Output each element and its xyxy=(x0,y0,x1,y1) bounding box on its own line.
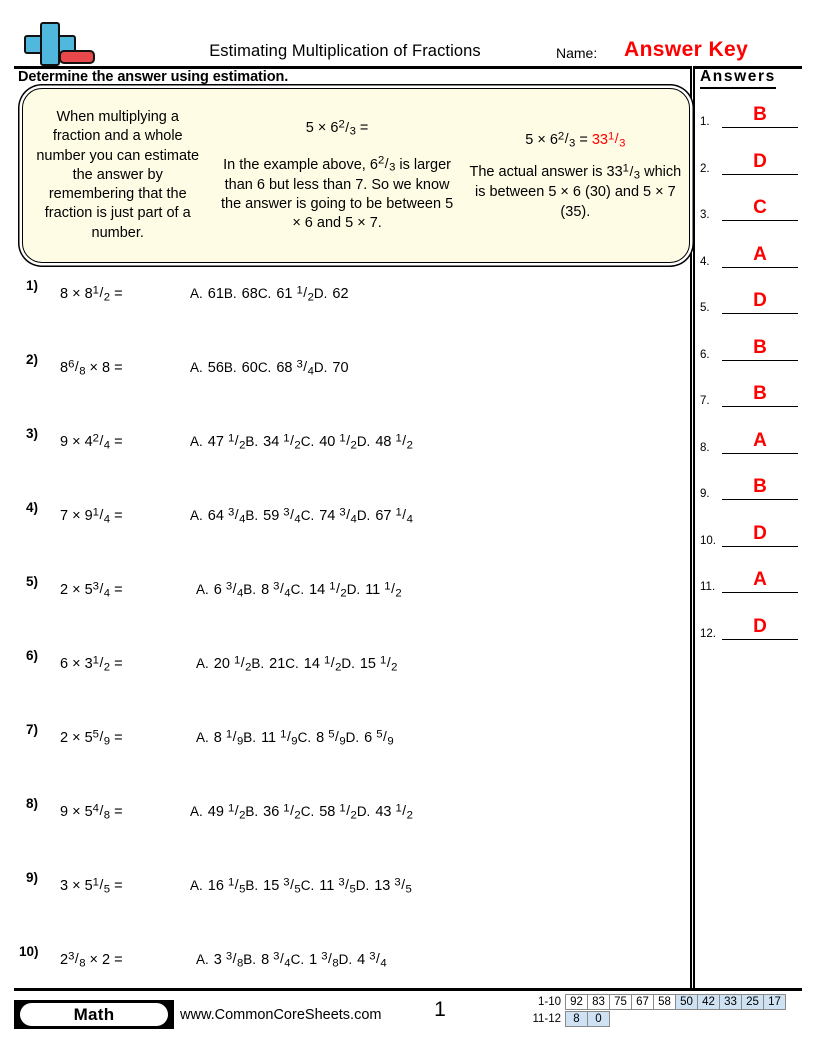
answer-row-value: A xyxy=(753,243,767,265)
explanation-col-2-body: In the example above, $6^2/3$ is larger than 6 but less than 7. So we know the answer is going to be between 5 × 6 and 5 × 7. xyxy=(220,154,454,232)
explanation-col-2-frac-den: 3 xyxy=(389,161,396,174)
answer-row-value: C xyxy=(753,197,767,218)
question-list xyxy=(0,276,690,1016)
choice-value[interactable]: 56 xyxy=(207,359,224,376)
choice-value[interactable]: 40 xyxy=(319,433,336,450)
choice-letter[interactable]: A. xyxy=(196,581,209,597)
answer-blank-line[interactable] xyxy=(722,267,798,268)
answers-title: Answers xyxy=(700,68,776,89)
answer-row xyxy=(700,150,798,175)
answer-row xyxy=(700,336,798,361)
choice-value[interactable]: 13 xyxy=(374,877,391,894)
question-problem: $8 \times 8^1/2$ = xyxy=(60,284,123,304)
problem-pre: 6 × 3 xyxy=(60,655,93,672)
answers-divider xyxy=(690,66,695,988)
choice-value[interactable]: 64 xyxy=(207,507,224,524)
explanation-col-3-body: The actual answer is $33^1/3$ which is between 5 × 6 (30) and 5 × 7 (35). xyxy=(469,162,682,220)
answer-row-number: 7. xyxy=(700,395,710,407)
choice-letter[interactable]: B. xyxy=(223,285,237,301)
choice-value[interactable]: 43 xyxy=(375,803,392,820)
score-row xyxy=(530,1011,786,1027)
choice-value[interactable]: 34 xyxy=(263,433,280,450)
explanation-col-2-a: In the example above, 6 xyxy=(223,156,378,173)
answer-row-number: 10. xyxy=(700,534,716,547)
choice-letter[interactable]: D. xyxy=(313,359,328,375)
answer-row xyxy=(700,571,798,593)
choice-value[interactable]: 14 xyxy=(309,581,326,598)
choice-value[interactable]: 15 xyxy=(359,655,376,672)
answer-row-value: A xyxy=(753,429,767,451)
choice-value[interactable]: 14 xyxy=(303,655,320,672)
answer-row xyxy=(700,615,798,640)
question-choices: A. 6 $^3$/4B. 8 $^3$/4C. 14 $^1$/2D. 11 $^1$/2 xyxy=(196,580,402,600)
choice-letter[interactable]: A. xyxy=(190,507,203,523)
choice-value[interactable]: 4 xyxy=(357,951,366,968)
choice-value[interactable]: 58 xyxy=(319,803,336,820)
question-problem: $7 \times 9^1/4$ = xyxy=(60,506,123,526)
solution-answer-num: 1 xyxy=(608,129,615,142)
choice-letter[interactable]: B. xyxy=(243,581,257,597)
answer-row-number: 1. xyxy=(700,116,710,128)
answers-panel xyxy=(700,68,804,648)
answer-row-value: B xyxy=(753,104,767,125)
choice-letter[interactable]: D. xyxy=(356,433,371,449)
choice-value[interactable]: 8 xyxy=(213,729,222,746)
example-eq-tail: = xyxy=(359,120,369,137)
choice-value[interactable]: 11 xyxy=(261,729,277,746)
answer-row-number: 4. xyxy=(700,255,710,268)
choice-value[interactable]: 74 xyxy=(319,507,336,524)
name-label: Name: xyxy=(556,45,598,61)
problem-post: × 2 = xyxy=(89,951,123,968)
choice-letter[interactable]: D. xyxy=(313,285,328,301)
choice-value[interactable]: 70 xyxy=(332,359,349,376)
answer-row-value: A xyxy=(753,569,767,590)
answer-row xyxy=(700,385,798,407)
answer-blank-line[interactable] xyxy=(722,174,798,175)
choice-letter[interactable]: D. xyxy=(338,951,353,967)
choice-letter[interactable]: A. xyxy=(196,655,209,671)
question-problem: $6 \times 3^1/2$ = xyxy=(60,654,123,674)
score-cell: 58 xyxy=(653,994,676,1010)
choice-letter[interactable]: A. xyxy=(190,285,203,301)
answer-blank-line[interactable] xyxy=(722,453,798,454)
choice-letter[interactable]: C. xyxy=(300,433,315,449)
choice-value[interactable]: 59 xyxy=(263,507,280,524)
answer-row-value: B xyxy=(753,476,767,497)
choice-letter[interactable]: B. xyxy=(243,951,257,967)
answer-row xyxy=(700,429,798,454)
question-item xyxy=(0,498,690,572)
answer-blank-line[interactable] xyxy=(722,499,798,500)
answer-row-value: B xyxy=(753,336,767,358)
choice-value[interactable]: 61 xyxy=(207,285,224,302)
explanation-col-3-a: The actual answer is 33 xyxy=(469,163,623,180)
choice-letter[interactable]: C. xyxy=(285,655,299,671)
question-choices: A. 20 $^1$/2B. 21C. 14 $^1$/2D. 15 $^1$/2 xyxy=(196,654,398,674)
explanation-col-1: When multiplying a fraction and a whole number you can estimate the answer by remembering that the fraction is just part of a number. xyxy=(36,109,200,241)
choice-letter[interactable]: A. xyxy=(190,877,203,893)
question-number: 5) xyxy=(26,574,39,589)
score-cell: 83 xyxy=(587,994,610,1010)
problem-post: = xyxy=(114,581,123,598)
choice-letter[interactable]: C. xyxy=(300,877,315,893)
problem-pre: 3 × 5 xyxy=(60,877,93,894)
choice-value[interactable]: 6 xyxy=(213,581,222,598)
answer-row-number: 6. xyxy=(700,348,710,361)
solution-equation: $5 \times 6^2/3 = 33^1/3$ xyxy=(525,129,626,150)
choice-letter[interactable]: D. xyxy=(345,729,360,745)
choice-value[interactable]: 48 xyxy=(375,433,392,450)
score-cell: 50 xyxy=(675,994,698,1010)
problem-pre: 8 × 8 xyxy=(60,285,93,302)
choice-letter[interactable]: B. xyxy=(251,655,265,671)
example-eq-whole: 5 × 6 xyxy=(305,120,339,137)
explanation-col-3-frac-den: 3 xyxy=(633,169,641,182)
problem-pre: 9 × 4 xyxy=(60,433,93,450)
problem-post: × 8 = xyxy=(89,359,123,376)
choice-value[interactable]: 47 xyxy=(207,433,224,450)
solution-answer-whole: 33 xyxy=(591,131,608,148)
explanation-col-3-b: which is between 5 × 6 (30) and 5 × 7 (35). xyxy=(474,163,682,220)
explanation-col-3-frac-num: 1 xyxy=(622,162,629,175)
example-eq-num: 2 xyxy=(338,118,345,131)
choice-letter[interactable]: B. xyxy=(245,803,259,819)
score-cell: 33 xyxy=(719,994,742,1010)
question-number: 2) xyxy=(26,352,39,367)
choice-letter[interactable]: A. xyxy=(190,433,203,449)
choice-value[interactable]: 11 xyxy=(365,581,381,598)
answer-blank-line[interactable] xyxy=(722,313,798,314)
choice-letter[interactable]: A. xyxy=(190,359,203,375)
explanation-col-2-b: is larger than 6 but less than 7. So we know the answer is going to be between 5 × 6 and 5 × 7. xyxy=(220,156,454,232)
solution-eq-equals: = xyxy=(579,131,588,148)
question-choices: A. 49 $^1$/2B. 36 $^1$/2C. 58 $^1$/2D. 43 $^1$/2 xyxy=(190,802,413,822)
choice-letter[interactable]: A. xyxy=(196,729,209,745)
question-item xyxy=(0,424,690,498)
choice-letter[interactable]: C. xyxy=(290,581,305,597)
answer-row xyxy=(700,522,798,547)
answer-blank-line[interactable] xyxy=(722,546,798,547)
explanation-col-2-frac-num: 2 xyxy=(377,154,385,167)
answer-blank-line[interactable] xyxy=(722,639,798,640)
footer-divider xyxy=(14,988,802,991)
solution-eq-whole: 5 × 6 xyxy=(525,131,558,148)
score-cell: 0 xyxy=(587,1011,610,1027)
choice-value[interactable]: 6 xyxy=(364,729,373,746)
question-problem: $9 \times 5^4/8$ = xyxy=(60,802,123,822)
score-cell: 67 xyxy=(631,994,654,1010)
page-number: 1 xyxy=(434,998,446,1021)
problem-post: = xyxy=(114,803,123,820)
question-choices: A. 64 $^3$/4B. 59 $^3$/4C. 74 $^3$/4D. 67 $^1$/4 xyxy=(190,506,413,526)
problem-pre: 2 × 5 xyxy=(60,581,93,598)
choice-value[interactable]: 20 xyxy=(213,655,230,672)
answer-row xyxy=(700,292,798,314)
question-problem: $9 \times 4^2/4$ = xyxy=(60,432,123,452)
choice-letter[interactable]: C. xyxy=(290,951,305,967)
choice-letter[interactable]: D. xyxy=(355,877,370,893)
choice-letter[interactable]: D. xyxy=(356,803,371,819)
choice-value[interactable]: 16 xyxy=(207,877,224,894)
answer-row-value: D xyxy=(753,522,767,544)
problem-pre: 8 xyxy=(60,359,69,376)
question-problem: $2 \times 5^5/9$ = xyxy=(60,728,123,748)
score-row-label: 11-12 xyxy=(532,1013,561,1025)
example-equation: $5 \times 6^2/3$ = xyxy=(305,118,369,138)
answer-row-number: 2. xyxy=(700,162,710,175)
choice-letter[interactable]: B. xyxy=(223,359,237,375)
problem-post: = xyxy=(114,433,123,450)
question-choices: A. 61B. 68C. 61 $^1$/2D. 62 xyxy=(190,284,349,304)
choice-value[interactable]: 8 xyxy=(261,581,270,598)
choice-letter[interactable]: A. xyxy=(196,951,209,967)
question-problem: $3 \times 5^1/5$ = xyxy=(60,876,123,896)
choice-value[interactable]: 21 xyxy=(269,655,286,672)
problem-pre: 7 × 9 xyxy=(60,507,93,524)
choice-letter[interactable]: C. xyxy=(257,359,272,375)
question-choices: A. 16 $^1$/5B. 15 $^3$/5C. 11 $^3$/5D. 13 $^3$/5 xyxy=(190,876,412,896)
choice-value[interactable]: 11 xyxy=(319,877,335,894)
score-cell: 8 xyxy=(565,1011,588,1027)
question-number: 4) xyxy=(26,500,39,515)
question-number: 9) xyxy=(26,870,39,885)
choice-value[interactable]: 15 xyxy=(263,877,280,894)
choice-value[interactable]: 68 xyxy=(276,359,293,376)
choice-value[interactable]: 61 xyxy=(276,285,293,302)
answer-row-number: 12. xyxy=(700,627,716,640)
problem-pre: 2 xyxy=(60,951,69,968)
choice-letter[interactable]: C. xyxy=(300,803,315,819)
question-item xyxy=(0,794,690,868)
subject-badge xyxy=(14,1000,174,1029)
answer-row-value: D xyxy=(753,290,767,311)
question-choices: A. 3 $^3$/8B. 8 $^3$/4C. 1 $^3$/8D. 4 $^3$/4 xyxy=(196,950,387,970)
example-eq-den: 3 xyxy=(349,125,356,138)
answer-row-number: 5. xyxy=(700,302,710,314)
problem-pre: 2 × 5 xyxy=(60,729,93,746)
problem-post: = xyxy=(114,877,123,894)
choice-letter[interactable]: B. xyxy=(245,507,259,523)
subject-badge-label: Math xyxy=(20,1003,168,1026)
question-item xyxy=(0,868,690,942)
answer-blank-line[interactable] xyxy=(722,406,798,407)
score-cell: 42 xyxy=(697,994,720,1010)
score-table xyxy=(530,994,786,1028)
choice-value[interactable]: 3 xyxy=(213,951,222,968)
choice-letter[interactable]: D. xyxy=(346,581,361,597)
score-row-label: 1-10 xyxy=(537,996,561,1008)
question-item xyxy=(0,720,690,794)
choice-value[interactable]: 67 xyxy=(375,507,392,524)
explanation-col-2 xyxy=(212,117,461,233)
solution-eq-num: 2 xyxy=(557,129,565,142)
answer-blank-line[interactable] xyxy=(722,220,798,221)
question-problem: $2^3/8 \times 2$ = xyxy=(60,950,123,970)
instruction-text: Determine the answer using estimation. xyxy=(18,69,289,85)
score-cell: 25 xyxy=(741,994,764,1010)
solution-answer-den: 3 xyxy=(619,137,626,150)
question-choices: A. 8 $^1$/9B. 11 $^1$/9C. 8 $^5$/9D. 6 $^5$/9 xyxy=(196,728,394,748)
question-problem: $2 \times 5^3/4$ = xyxy=(60,580,123,600)
answer-row-value: D xyxy=(753,150,767,172)
question-number: 7) xyxy=(26,722,39,737)
answer-row-number: 9. xyxy=(700,488,710,500)
question-item xyxy=(0,572,690,646)
answer-row xyxy=(700,243,798,268)
choice-value[interactable]: 1 xyxy=(309,951,318,968)
problem-post: = xyxy=(114,729,123,746)
choice-value[interactable]: 68 xyxy=(241,285,258,302)
answer-row-number: 11. xyxy=(700,581,716,593)
question-choices: A. 56B. 60C. 68 $^3$/4D. 70 xyxy=(190,358,349,378)
choice-letter[interactable]: C. xyxy=(300,507,315,523)
choice-letter[interactable]: D. xyxy=(356,507,371,523)
page-title-text: Estimating Multiplication of Fractions xyxy=(209,41,481,60)
question-choices: A. 47 $^1$/2B. 34 $^1$/2C. 40 $^1$/2D. 48 $^1$/2 xyxy=(190,432,413,452)
answer-row-number: 3. xyxy=(700,209,710,221)
question-problem: $8^6/8 \times 8$ = xyxy=(60,358,123,378)
problem-post: = xyxy=(114,285,123,302)
question-number: 8) xyxy=(26,796,39,811)
choice-value[interactable]: 36 xyxy=(263,803,280,820)
website-url: www.CommonCoreSheets.com xyxy=(180,1007,382,1023)
explanation-box xyxy=(22,88,690,263)
choice-letter[interactable]: D. xyxy=(341,655,355,671)
explanation-col-3 xyxy=(462,129,689,222)
question-number: 6) xyxy=(26,648,39,663)
choice-letter[interactable]: C. xyxy=(297,729,312,745)
choice-letter[interactable]: A. xyxy=(190,803,203,819)
question-number: 1) xyxy=(26,278,39,293)
choice-value[interactable]: 60 xyxy=(241,359,258,376)
page-header xyxy=(0,0,816,62)
answer-blank-line[interactable] xyxy=(722,360,798,361)
problem-pre: 9 × 5 xyxy=(60,803,93,820)
question-item xyxy=(0,350,690,424)
problem-post: = xyxy=(114,507,123,524)
score-cell: 75 xyxy=(609,994,632,1010)
problem-post: = xyxy=(114,655,123,672)
choice-value[interactable]: 8 xyxy=(261,951,270,968)
choice-value[interactable]: 8 xyxy=(316,729,325,746)
answer-blank-line[interactable] xyxy=(722,127,798,128)
score-cell: 92 xyxy=(565,994,588,1010)
question-number: 10) xyxy=(19,944,39,959)
answer-row xyxy=(700,106,798,128)
answer-row-value: D xyxy=(753,615,767,637)
solution-eq-den: 3 xyxy=(569,137,576,150)
answer-row xyxy=(700,478,798,500)
answer-row-value: B xyxy=(753,383,767,404)
choice-letter[interactable]: B. xyxy=(243,729,257,745)
answer-row xyxy=(700,199,798,221)
answer-row-number: 8. xyxy=(700,441,710,454)
name-value: Answer Key xyxy=(624,38,749,61)
choice-letter[interactable]: C. xyxy=(257,285,272,301)
score-cell: 17 xyxy=(763,994,786,1010)
question-number: 3) xyxy=(26,426,39,441)
question-item xyxy=(0,646,690,720)
choice-letter[interactable]: B. xyxy=(245,433,259,449)
choice-letter[interactable]: B. xyxy=(245,877,259,893)
answer-blank-line[interactable] xyxy=(722,592,798,593)
choice-value[interactable]: 62 xyxy=(332,285,349,302)
choice-value[interactable]: 49 xyxy=(207,803,224,820)
score-row xyxy=(530,994,786,1010)
question-item xyxy=(0,276,690,350)
